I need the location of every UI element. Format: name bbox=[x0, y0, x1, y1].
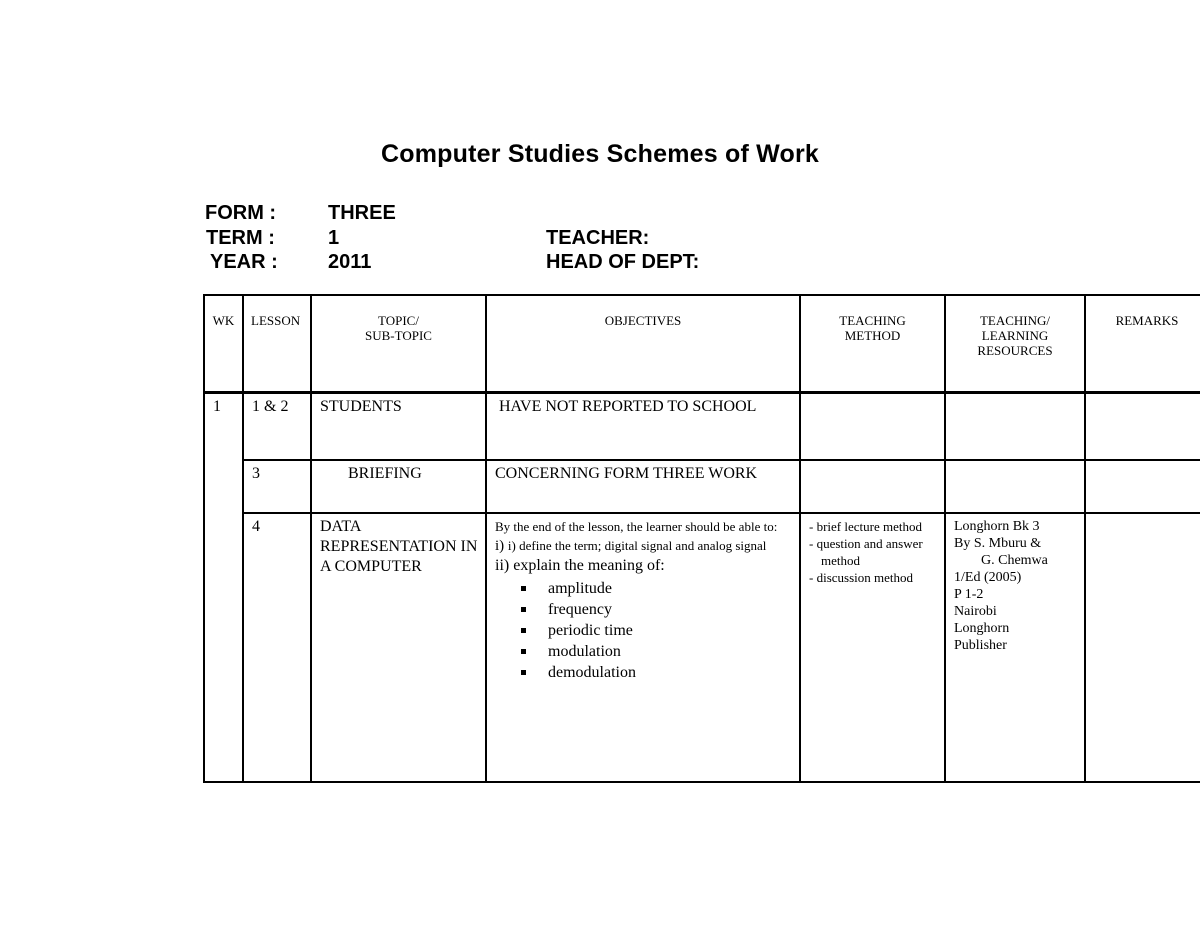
col-header-resources: TEACHING/ LEARNING RESOURCES bbox=[945, 295, 1085, 393]
list-item: frequency bbox=[548, 599, 793, 620]
method-line: - brief lecture method bbox=[809, 519, 922, 534]
form-value: THREE bbox=[328, 202, 396, 224]
teacher-label: TEACHER: bbox=[546, 227, 650, 249]
resource-line: 1/Ed (2005) bbox=[954, 570, 1022, 585]
term-value: 1 bbox=[328, 227, 340, 249]
objectives-intro: By the end of the lesson, the learner should be able to: bbox=[495, 519, 778, 534]
table-row bbox=[204, 513, 1200, 782]
week-cell: 1 bbox=[204, 393, 243, 783]
resources-cell bbox=[945, 513, 1085, 782]
form-label: FORM : bbox=[205, 202, 277, 224]
col-header-remarks: REMARKS bbox=[1085, 295, 1200, 393]
method-cell bbox=[800, 513, 945, 782]
objectives-cell: HAVE NOT REPORTED TO SCHOOL bbox=[486, 393, 800, 461]
table-row bbox=[204, 460, 1200, 513]
year-label: YEAR : bbox=[210, 251, 278, 273]
col-header-objectives: OBJECTIVES bbox=[486, 295, 800, 393]
resource-line: Longhorn bbox=[954, 621, 1010, 636]
method-line: - discussion method bbox=[809, 570, 913, 585]
remarks-cell bbox=[1085, 393, 1200, 461]
table-header-row bbox=[204, 295, 1200, 393]
resources-cell bbox=[945, 393, 1085, 461]
term-label: TERM : bbox=[206, 227, 275, 249]
remarks-cell bbox=[1085, 513, 1200, 782]
resource-line: Publisher bbox=[954, 638, 1007, 653]
topic-cell: BRIEFING bbox=[311, 460, 486, 513]
scheme-table bbox=[203, 294, 1200, 783]
lesson-cell: 3 bbox=[243, 460, 311, 513]
list-item: demodulation bbox=[548, 662, 793, 683]
method-cell bbox=[800, 393, 945, 461]
remarks-cell bbox=[1085, 460, 1200, 513]
method-line: method bbox=[821, 553, 860, 568]
topic-cell: DATA REPRESENTATION IN A COMPUTER bbox=[311, 513, 486, 782]
resource-line: By S. Mburu & bbox=[954, 536, 1042, 551]
lesson-cell: 1 & 2 bbox=[243, 393, 311, 461]
resource-line: G. Chemwa bbox=[981, 553, 1048, 568]
topic-cell: STUDENTS bbox=[311, 393, 486, 461]
head-of-dept-label: HEAD OF DEPT: bbox=[546, 251, 700, 273]
resource-line: P 1-2 bbox=[954, 587, 984, 602]
method-line: - question and answer bbox=[809, 536, 923, 551]
year-value: 2011 bbox=[328, 251, 372, 273]
col-header-teaching-method: TEACHING METHOD bbox=[800, 295, 945, 393]
objective-2: ii) explain the meaning of: bbox=[495, 557, 665, 574]
col-header-topic: TOPIC/ SUB-TOPIC bbox=[311, 295, 486, 393]
lesson-cell: 4 bbox=[243, 513, 311, 782]
table-row bbox=[204, 393, 1200, 461]
objectives-cell: CONCERNING FORM THREE WORK bbox=[486, 460, 800, 513]
col-header-lesson: LESSON bbox=[243, 295, 311, 393]
method-cell bbox=[800, 460, 945, 513]
list-item: amplitude bbox=[548, 578, 793, 599]
objective-2-list bbox=[495, 578, 793, 683]
document-title: Computer Studies Schemes of Work bbox=[381, 140, 819, 168]
objectives-cell bbox=[486, 513, 800, 782]
list-item: modulation bbox=[548, 641, 793, 662]
objective-1: i) i) define the term; digital signal and analog signal bbox=[495, 538, 767, 554]
list-item: periodic time bbox=[548, 620, 793, 641]
resources-cell bbox=[945, 460, 1085, 513]
resource-line: Longhorn Bk 3 bbox=[954, 519, 1040, 534]
resource-line: Nairobi bbox=[954, 604, 997, 619]
col-header-wk: WK bbox=[204, 295, 243, 393]
